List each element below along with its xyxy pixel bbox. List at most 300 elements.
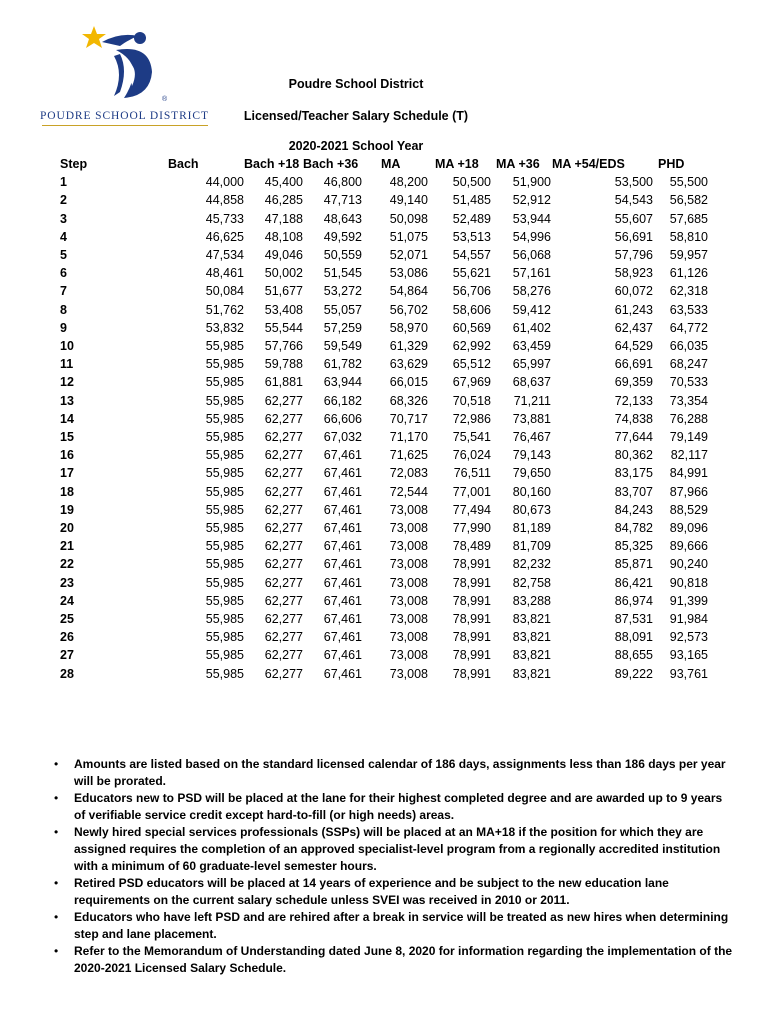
salary-cell: 55,985 (205, 339, 244, 354)
salary-cell: 78,991 (452, 575, 491, 590)
salary-cell: 57,766 (264, 339, 303, 354)
salary-cell: 78,991 (452, 630, 491, 645)
salary-cell: 61,329 (389, 339, 428, 354)
salary-cell: 50,098 (389, 211, 428, 226)
salary-cell: 77,990 (452, 521, 491, 536)
table-row (60, 428, 708, 446)
salary-cell: 74,838 (614, 411, 653, 426)
salary-cell: 55,985 (205, 466, 244, 481)
salary-cell: 63,944 (323, 375, 362, 390)
step-cell: 9 (60, 320, 67, 335)
table-row (60, 610, 708, 628)
salary-cell: 46,285 (264, 193, 303, 208)
salary-cell: 67,461 (323, 539, 362, 554)
salary-cell: 67,461 (323, 502, 362, 517)
salary-cell: 88,529 (669, 502, 708, 517)
salary-cell: 62,277 (264, 521, 303, 536)
salary-cell: 57,259 (323, 320, 362, 335)
step-cell: 1 (60, 175, 67, 190)
salary-cell: 77,644 (614, 430, 653, 445)
salary-cell: 67,461 (323, 666, 362, 681)
salary-cell: 67,461 (323, 521, 362, 536)
salary-cell: 62,277 (264, 393, 303, 408)
salary-cell: 62,277 (264, 484, 303, 499)
salary-cell: 62,277 (264, 612, 303, 627)
salary-cell: 62,277 (264, 539, 303, 554)
salary-cell: 85,325 (614, 539, 653, 554)
salary-cell: 55,985 (205, 575, 244, 590)
table-row (60, 446, 708, 464)
salary-cell: 47,188 (264, 211, 303, 226)
salary-cell: 80,673 (512, 502, 551, 517)
salary-cell: 62,277 (264, 466, 303, 481)
step-cell: 19 (60, 502, 74, 517)
salary-cell: 56,706 (452, 284, 491, 299)
salary-cell: 73,008 (389, 666, 428, 681)
salary-cell: 73,008 (389, 593, 428, 608)
salary-cell: 91,984 (669, 612, 708, 627)
salary-cell: 55,621 (452, 266, 491, 281)
table-row (60, 301, 708, 319)
salary-cell: 58,970 (389, 320, 428, 335)
salary-cell: 58,923 (614, 266, 653, 281)
salary-cell: 70,533 (669, 375, 708, 390)
salary-cell: 73,008 (389, 539, 428, 554)
salary-cell: 55,985 (205, 430, 244, 445)
salary-cell: 72,083 (389, 466, 428, 481)
salary-cell: 79,149 (669, 430, 708, 445)
salary-cell: 45,400 (264, 175, 303, 190)
salary-cell: 61,126 (669, 266, 708, 281)
salary-cell: 76,467 (512, 430, 551, 445)
bullet-icon: • (54, 825, 59, 839)
salary-cell: 53,944 (512, 211, 551, 226)
salary-cell: 53,272 (323, 284, 362, 299)
salary-cell: 88,655 (614, 648, 653, 663)
salary-cell: 55,985 (205, 666, 244, 681)
salary-cell: 62,318 (669, 284, 708, 299)
salary-cell: 55,985 (205, 411, 244, 426)
salary-cell: 62,277 (264, 666, 303, 681)
step-cell: 10 (60, 339, 74, 354)
step-cell: 4 (60, 229, 67, 244)
step-cell: 16 (60, 448, 74, 463)
salary-cell: 80,362 (614, 448, 653, 463)
table-row (60, 592, 708, 610)
table-row (60, 392, 708, 410)
salary-cell: 49,046 (264, 248, 303, 263)
salary-cell: 50,559 (323, 248, 362, 263)
column-header: PHD (658, 157, 685, 171)
step-cell: 20 (60, 521, 74, 536)
salary-cell: 71,211 (513, 393, 551, 408)
salary-cell: 54,996 (512, 229, 551, 244)
salary-cell: 51,900 (512, 175, 551, 190)
note-text: Refer to the Memorandum of Understanding dated June 8, 2020 for information regarding the implementation of the 2020-2021 Licensed Salary Schedule. (74, 944, 733, 975)
table-row (60, 337, 708, 355)
column-header: MA +36 (496, 157, 540, 171)
salary-cell: 51,485 (452, 193, 491, 208)
step-cell: 17 (60, 466, 74, 481)
salary-cell: 55,985 (205, 375, 244, 390)
notes-list (46, 756, 736, 977)
salary-cell: 69,359 (614, 375, 653, 390)
step-cell: 18 (60, 484, 74, 499)
table-header-row (60, 155, 708, 173)
salary-cell: 73,881 (512, 411, 551, 426)
salary-cell: 53,500 (614, 175, 653, 190)
salary-cell: 84,243 (614, 502, 653, 517)
salary-cell: 90,818 (669, 575, 708, 590)
bullet-icon: • (54, 757, 59, 771)
salary-cell: 57,796 (614, 248, 653, 263)
step-cell: 26 (60, 630, 74, 645)
salary-cell: 72,544 (389, 484, 428, 499)
salary-cell: 62,277 (264, 575, 303, 590)
salary-cell: 59,788 (264, 357, 303, 372)
salary-cell: 56,691 (614, 229, 653, 244)
salary-cell: 61,402 (512, 320, 551, 335)
salary-cell: 62,277 (264, 648, 303, 663)
salary-cell: 58,276 (512, 284, 551, 299)
table-row (60, 574, 708, 592)
salary-cell: 65,997 (512, 357, 551, 372)
salary-cell: 55,985 (205, 448, 244, 463)
salary-cell: 62,277 (264, 593, 303, 608)
salary-cell: 55,985 (205, 357, 244, 372)
salary-cell: 75,541 (452, 430, 491, 445)
salary-cell: 67,461 (323, 575, 362, 590)
table-row (60, 519, 708, 537)
salary-cell: 62,277 (264, 502, 303, 517)
table-row (60, 537, 708, 555)
salary-cell: 80,160 (512, 484, 551, 499)
salary-cell: 82,117 (670, 448, 708, 463)
salary-cell: 50,500 (452, 175, 491, 190)
salary-cell: 49,140 (389, 193, 428, 208)
table-row (60, 646, 708, 664)
step-cell: 14 (60, 411, 74, 426)
table-row (60, 264, 708, 282)
salary-cell: 62,437 (614, 320, 653, 335)
step-cell: 3 (60, 211, 67, 226)
salary-cell: 55,985 (205, 648, 244, 663)
salary-cell: 81,189 (512, 521, 551, 536)
salary-cell: 68,326 (389, 393, 428, 408)
salary-cell: 67,032 (323, 430, 362, 445)
salary-cell: 82,758 (512, 575, 551, 590)
table-row (60, 628, 708, 646)
salary-cell: 71,625 (389, 448, 428, 463)
column-header: Bach +18 (244, 157, 300, 171)
salary-cell: 68,637 (512, 375, 551, 390)
salary-cell: 79,143 (512, 448, 551, 463)
salary-cell: 67,461 (323, 630, 362, 645)
salary-cell: 78,489 (452, 539, 491, 554)
salary-cell: 66,691 (614, 357, 653, 372)
salary-cell: 73,008 (389, 575, 428, 590)
salary-cell: 78,991 (452, 557, 491, 572)
salary-cell: 44,858 (205, 193, 244, 208)
salary-cell: 61,243 (614, 302, 653, 317)
salary-cell: 67,461 (323, 557, 362, 572)
salary-cell: 66,035 (669, 339, 708, 354)
salary-cell: 66,606 (323, 411, 362, 426)
salary-cell: 55,607 (614, 211, 653, 226)
salary-cell: 50,002 (264, 266, 303, 281)
salary-cell: 46,800 (323, 175, 362, 190)
salary-cell: 67,461 (323, 612, 362, 627)
salary-cell: 48,643 (323, 211, 362, 226)
salary-cell: 83,821 (512, 648, 551, 663)
school-year: 2020-2021 School Year (288, 139, 424, 153)
column-header: Bach (168, 157, 199, 171)
step-cell: 2 (60, 193, 67, 208)
table-row (60, 282, 708, 300)
salary-cell: 55,544 (264, 320, 303, 335)
district-name: Poudre School District (288, 77, 424, 91)
note-text: Educators new to PSD will be placed at the lane for their highest completed degree and are awarded up to 9 years of verifiable service credit except hard-to-fill (or high needs) areas. (74, 791, 723, 822)
step-cell: 27 (60, 648, 74, 663)
step-cell: 7 (60, 284, 67, 299)
salary-cell: 87,531 (614, 612, 653, 627)
salary-cell: 54,543 (614, 193, 653, 208)
salary-cell: 73,008 (389, 648, 428, 663)
salary-cell: 89,222 (614, 666, 653, 681)
salary-cell: 81,709 (512, 539, 551, 554)
salary-cell: 55,985 (205, 539, 244, 554)
salary-cell: 70,717 (389, 411, 428, 426)
salary-cell: 59,412 (512, 302, 551, 317)
note-item (46, 909, 736, 943)
salary-cell: 48,461 (205, 266, 244, 281)
table-row (60, 410, 708, 428)
salary-cell: 64,772 (669, 320, 708, 335)
salary-cell: 48,200 (389, 175, 428, 190)
salary-cell: 56,702 (389, 302, 428, 317)
salary-cell: 63,533 (669, 302, 708, 317)
table-row (60, 319, 708, 337)
bullet-icon: • (54, 791, 59, 805)
salary-cell: 62,277 (264, 557, 303, 572)
table-row (60, 555, 708, 573)
bullet-icon: • (54, 876, 59, 890)
salary-cell: 83,707 (614, 484, 653, 499)
salary-cell: 78,991 (452, 648, 491, 663)
table-row (60, 501, 708, 519)
salary-cell: 67,461 (323, 484, 362, 499)
salary-cell: 85,871 (614, 557, 653, 572)
note-text: Amounts are listed based on the standard licensed calendar of 186 days, assignments less than 186 days per year will be prorated. (74, 757, 726, 788)
salary-cell: 78,991 (452, 666, 491, 681)
salary-cell: 73,008 (389, 502, 428, 517)
table-row (60, 210, 708, 228)
salary-cell: 84,991 (669, 466, 708, 481)
salary-cell: 60,072 (614, 284, 653, 299)
salary-cell: 59,957 (669, 248, 708, 263)
salary-cell: 68,247 (669, 357, 708, 372)
salary-cell: 83,821 (512, 630, 551, 645)
step-cell: 5 (60, 248, 67, 263)
salary-cell: 67,969 (452, 375, 491, 390)
salary-cell: 55,985 (205, 630, 244, 645)
step-cell: 11 (60, 357, 74, 372)
bullet-icon: • (54, 910, 59, 924)
salary-cell: 89,096 (669, 521, 708, 536)
salary-cell: 72,133 (614, 393, 653, 408)
salary-cell: 47,534 (205, 248, 244, 263)
table-row (60, 665, 708, 683)
table-row (60, 464, 708, 482)
salary-cell: 57,161 (512, 266, 551, 281)
step-cell: 8 (60, 302, 67, 317)
step-cell: 15 (60, 430, 74, 445)
salary-cell: 62,992 (452, 339, 491, 354)
salary-cell: 62,277 (264, 448, 303, 463)
salary-cell: 64,529 (614, 339, 653, 354)
salary-cell: 55,985 (205, 484, 244, 499)
salary-cell: 57,685 (669, 211, 708, 226)
salary-cell: 54,557 (452, 248, 491, 263)
salary-cell: 55,985 (205, 593, 244, 608)
note-item (46, 943, 736, 977)
step-cell: 21 (60, 539, 74, 554)
note-item (46, 790, 736, 824)
salary-cell: 46,625 (205, 229, 244, 244)
table-row (60, 191, 708, 209)
salary-cell: 56,582 (669, 193, 708, 208)
salary-cell: 79,650 (512, 466, 551, 481)
salary-cell: 63,459 (512, 339, 551, 354)
column-header: MA (381, 157, 401, 171)
salary-cell: 52,912 (512, 193, 551, 208)
salary-cell: 73,354 (669, 393, 708, 408)
step-cell: 12 (60, 375, 74, 390)
salary-cell: 83,821 (512, 666, 551, 681)
salary-cell: 86,421 (614, 575, 653, 590)
salary-cell: 67,461 (323, 448, 362, 463)
salary-cell: 93,761 (669, 666, 708, 681)
step-cell: 13 (60, 393, 74, 408)
salary-cell: 51,075 (389, 229, 428, 244)
salary-cell: 52,071 (389, 248, 428, 263)
salary-cell: 72,986 (452, 411, 491, 426)
salary-cell: 63,629 (389, 357, 428, 372)
salary-cell: 55,985 (205, 502, 244, 517)
salary-cell: 88,091 (614, 630, 653, 645)
salary-cell: 91,399 (669, 593, 708, 608)
note-text: Retired PSD educators will be placed at 14 years of experience and be subject to the new education lane requirements on the current salary schedule unless SVEI was received in 2010 or 2011. (74, 876, 669, 907)
salary-cell: 44,000 (205, 175, 244, 190)
note-text: Newly hired special services professionals (SSPs) will be placed at an MA+18 if the position for which they are assigned requires the completion of an approved specialist-level program from a regionally accredited institution with a minimum of 60 graduate-level semester hours. (74, 825, 721, 873)
salary-cell: 73,008 (389, 612, 428, 627)
salary-cell: 50,084 (205, 284, 244, 299)
salary-cell: 71,170 (389, 430, 428, 445)
salary-cell: 67,461 (323, 466, 362, 481)
salary-cell: 53,086 (389, 266, 428, 281)
salary-cell: 62,277 (264, 630, 303, 645)
logo-wordmark: POUDRE SCHOOL DISTRICT (40, 110, 209, 122)
salary-cell: 51,677 (264, 284, 303, 299)
note-item (46, 756, 736, 790)
salary-cell: 86,974 (614, 593, 653, 608)
salary-cell: 66,015 (389, 375, 428, 390)
salary-table (60, 155, 708, 683)
salary-cell: 77,001 (452, 484, 491, 499)
registered-mark: ® (162, 96, 168, 103)
salary-cell: 56,068 (512, 248, 551, 263)
salary-cell: 51,762 (205, 302, 244, 317)
salary-cell: 84,782 (614, 521, 653, 536)
column-header: Step (60, 157, 88, 171)
table-row (60, 483, 708, 501)
salary-cell: 55,985 (205, 521, 244, 536)
column-header: MA +18 (435, 157, 479, 171)
salary-cell: 49,592 (323, 229, 362, 244)
salary-cell: 60,569 (452, 320, 491, 335)
salary-cell: 83,821 (512, 612, 551, 627)
salary-cell: 62,277 (264, 430, 303, 445)
salary-cell: 52,489 (452, 211, 491, 226)
salary-cell: 45,733 (205, 211, 244, 226)
note-item (46, 875, 736, 909)
salary-cell: 58,810 (669, 229, 708, 244)
salary-cell: 73,008 (389, 557, 428, 572)
salary-cell: 89,666 (669, 539, 708, 554)
salary-cell: 55,057 (323, 302, 362, 317)
table-row (60, 246, 708, 264)
salary-cell: 87,966 (669, 484, 708, 499)
step-cell: 23 (60, 575, 74, 590)
salary-cell: 73,008 (389, 521, 428, 536)
salary-cell: 67,461 (323, 648, 362, 663)
salary-cell: 65,512 (452, 357, 491, 372)
salary-cell: 55,985 (205, 612, 244, 627)
step-cell: 6 (60, 266, 67, 281)
salary-cell: 78,991 (452, 612, 491, 627)
salary-cell: 66,182 (323, 393, 362, 408)
salary-cell: 53,832 (205, 320, 244, 335)
schedule-title: Licensed/Teacher Salary Schedule (T) (243, 109, 469, 123)
salary-cell: 55,985 (205, 393, 244, 408)
salary-cell: 62,277 (264, 411, 303, 426)
column-header: MA +54/EDS (552, 157, 625, 171)
step-cell: 25 (60, 612, 74, 627)
salary-cell: 51,545 (323, 266, 362, 281)
salary-cell: 77,494 (452, 502, 491, 517)
salary-cell: 83,288 (512, 593, 551, 608)
salary-cell: 82,232 (512, 557, 551, 572)
step-cell: 22 (60, 557, 74, 572)
salary-cell: 90,240 (669, 557, 708, 572)
step-cell: 24 (60, 593, 74, 608)
table-row (60, 373, 708, 391)
note-item (46, 824, 736, 875)
salary-cell: 58,606 (452, 302, 491, 317)
column-header: Bach +36 (303, 157, 359, 171)
salary-cell: 83,175 (614, 466, 653, 481)
table-row (60, 173, 708, 191)
step-cell: 28 (60, 666, 74, 681)
salary-cell: 54,864 (389, 284, 428, 299)
salary-cell: 70,518 (452, 393, 491, 408)
salary-cell: 47,713 (323, 193, 362, 208)
salary-cell: 53,513 (452, 229, 491, 244)
salary-cell: 78,991 (452, 593, 491, 608)
salary-cell: 92,573 (669, 630, 708, 645)
salary-cell: 61,881 (264, 375, 303, 390)
table-row (60, 355, 708, 373)
